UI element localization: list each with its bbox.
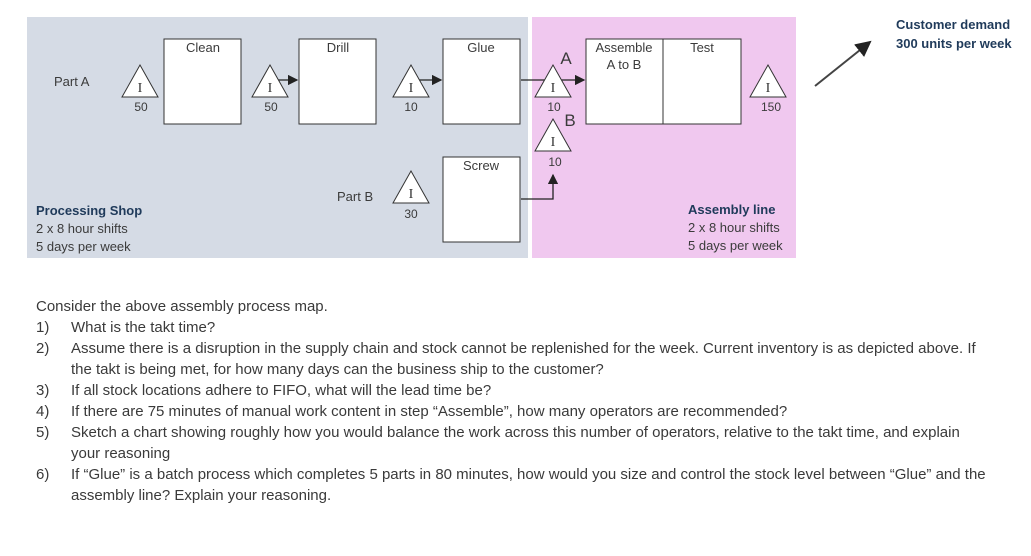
processing-shop-days: 5 days per week	[36, 239, 131, 254]
question-item	[36, 422, 986, 464]
question-number: 1)	[36, 319, 50, 336]
svg-text:I: I	[550, 81, 556, 96]
question-text: Sketch a chart showing roughly how you would balance the work across this number of operators, relative to the takt time, and explain your reasoning	[71, 424, 960, 462]
question-item	[36, 317, 986, 338]
question-item	[36, 464, 986, 506]
question-number: 6)	[36, 466, 50, 483]
question-list	[36, 317, 986, 506]
question-number: 3)	[36, 382, 50, 399]
question-text: If there are 75 minutes of manual work content in step “Assemble”, how many operators are recommended?	[71, 403, 788, 420]
inventory-qty-after-test: 150	[760, 100, 782, 114]
assembly-line-title: Assembly line	[688, 202, 776, 217]
marker-a-label: A	[560, 49, 572, 68]
inventory-qty-before-screw: 30	[404, 207, 418, 221]
svg-text:I: I	[408, 81, 414, 96]
questions-section	[36, 296, 986, 506]
question-item	[36, 338, 986, 380]
screw-label: Screw	[462, 158, 500, 173]
svg-text:I: I	[765, 81, 771, 96]
question-text: What is the takt time?	[71, 319, 216, 336]
inventory-qty-before-clean: 50	[134, 100, 148, 114]
question-number: 5)	[36, 424, 50, 441]
customer-demand-value: 300 units per week	[896, 36, 1012, 51]
part-b-label: Part B	[337, 189, 374, 204]
inventory-qty-before-drill: 50	[264, 100, 278, 114]
assembly-line-days: 5 days per week	[688, 238, 783, 253]
inventory-qty-before-glue: 10	[404, 100, 418, 114]
inventory-qty-part-b: 10	[548, 155, 562, 169]
drill-label: Drill	[326, 40, 350, 55]
svg-text:I: I	[267, 81, 273, 96]
processing-shop-shifts: 2 x 8 hour shifts	[36, 221, 128, 236]
question-item	[36, 401, 986, 422]
svg-text:I: I	[550, 135, 556, 150]
glue-label: Glue	[467, 40, 495, 55]
question-text: If all stock locations adhere to FIFO, what will the lead time be?	[71, 382, 492, 399]
processing-shop-title: Processing Shop	[36, 203, 143, 218]
clean-label: Clean	[186, 40, 220, 55]
questions-intro: Consider the above assembly process map.	[36, 298, 328, 315]
assemble-sub-label: A to B	[606, 57, 642, 72]
question-text: Assume there is a disruption in the supply chain and stock cannot be replenished for the week. Current inventory is as depicted above. If the takt is being met, for how many days can the business ship to the customer?	[71, 340, 976, 378]
question-number: 4)	[36, 403, 50, 420]
svg-text:I: I	[137, 81, 143, 96]
assemble-label: Assemble	[595, 40, 653, 55]
assembly-line-shifts: 2 x 8 hour shifts	[688, 220, 780, 235]
question-item	[36, 380, 986, 401]
question-text: If “Glue” is a batch process which completes 5 parts in 80 minutes, how would you size and control the stock level between “Glue” and the assembly line? Explain your reasoning.	[71, 466, 986, 504]
inventory-qty-part-a: 10	[547, 100, 561, 114]
customer-demand-label: Customer demand	[896, 17, 1011, 32]
part-a-label: Part A	[54, 74, 90, 89]
svg-text:I: I	[408, 187, 414, 202]
question-number: 2)	[36, 340, 50, 357]
test-label: Test	[690, 40, 714, 55]
marker-b-label: B	[564, 111, 576, 130]
customer-demand-arrow	[815, 42, 870, 86]
